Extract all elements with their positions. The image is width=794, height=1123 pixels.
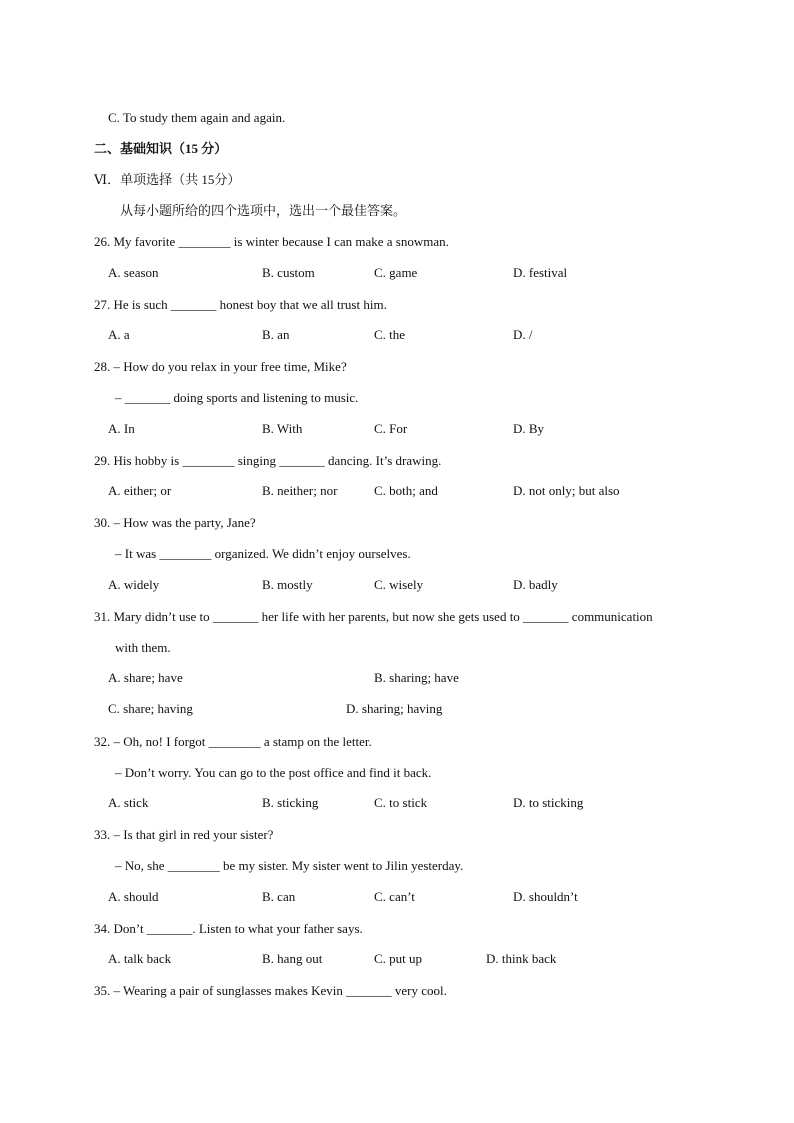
option-c: C. can’t <box>374 889 415 904</box>
question-stem: 33. – Is that girl in red your sister? <box>94 827 274 842</box>
option-b: B. sharing; have <box>374 670 459 685</box>
question-stem: 31. Mary didn’t use to _______ her life with her parents, but now she gets used to _______ communication <box>94 609 653 624</box>
instruction-text: 从每小题所给的四个选项中，选出一个最佳答案。 <box>120 203 407 218</box>
part-heading: Ⅵ．单项选择（共 15分） <box>94 172 241 187</box>
question-stem: 29. His hobby is ________ singing _______ dancing. It’s drawing. <box>94 453 442 468</box>
option-b: B. custom <box>262 265 315 280</box>
option-a: A. In <box>108 421 135 436</box>
option-d: D. think back <box>486 951 557 966</box>
question-reply: – No, she ________ be my sister. My sister went to Jilin yesterday. <box>115 858 464 873</box>
option-c: C. put up <box>374 951 423 966</box>
option-c: C. to stick <box>374 795 428 810</box>
option-a: A. should <box>108 889 159 904</box>
question-stem: 30. – How was the party, Jane? <box>94 515 256 530</box>
option-d: D. to sticking <box>513 795 584 810</box>
option-a: A. widely <box>108 577 160 592</box>
option-b: B. can <box>262 889 296 904</box>
option-c: C. game <box>374 265 418 280</box>
option-b: B. neither; nor <box>262 483 338 498</box>
question-stem: 34. Don’t _______. Listen to what your father says. <box>94 921 363 936</box>
option-d: D. sharing; having <box>346 701 443 716</box>
option-b: B. With <box>262 421 303 436</box>
option-d: D. festival <box>513 265 568 280</box>
option-d: D. / <box>513 327 533 342</box>
option-c: C. For <box>374 421 408 436</box>
option-c: C. both; and <box>374 483 438 498</box>
option-a: A. season <box>108 265 159 280</box>
question-stem-continued: with them. <box>115 640 171 655</box>
option-c: C. wisely <box>374 577 424 592</box>
question-stem: 32. – Oh, no! I forgot ________ a stamp on the letter. <box>94 734 372 749</box>
option-a: A. stick <box>108 795 149 810</box>
question-reply: – It was ________ organized. We didn’t enjoy ourselves. <box>115 546 411 561</box>
question-reply: – _______ doing sports and listening to music. <box>115 390 359 405</box>
question-stem: 28. – How do you relax in your free time, Mike? <box>94 359 347 374</box>
option-b: B. an <box>262 327 290 342</box>
option-a: A. share; have <box>108 670 183 685</box>
option-a: A. talk back <box>108 951 172 966</box>
option-d: D. By <box>513 421 545 436</box>
option-c: C. the <box>374 327 406 342</box>
option-a: A. either; or <box>108 483 172 498</box>
question-stem: 26. My favorite ________ is winter because I can make a snowman. <box>94 234 449 249</box>
option-b: B. sticking <box>262 795 319 810</box>
option-b: B. mostly <box>262 577 313 592</box>
previous-question-option: C. To study them again and again. <box>108 110 286 125</box>
option-d: D. badly <box>513 577 558 592</box>
option-a: A. a <box>108 327 130 342</box>
question-stem: 35. – Wearing a pair of sunglasses makes Kevin _______ very cool. <box>94 983 447 998</box>
question-stem: 27. He is such _______ honest boy that we all trust him. <box>94 297 387 312</box>
option-b: B. hang out <box>262 951 323 966</box>
option-d: D. not only; but also <box>513 483 620 498</box>
option-c: C. share; having <box>108 701 193 716</box>
section-heading: 二、基础知识（15 分） <box>94 141 228 156</box>
question-reply: – Don’t worry. You can go to the post office and find it back. <box>115 765 432 780</box>
option-d: D. shouldn’t <box>513 889 578 904</box>
